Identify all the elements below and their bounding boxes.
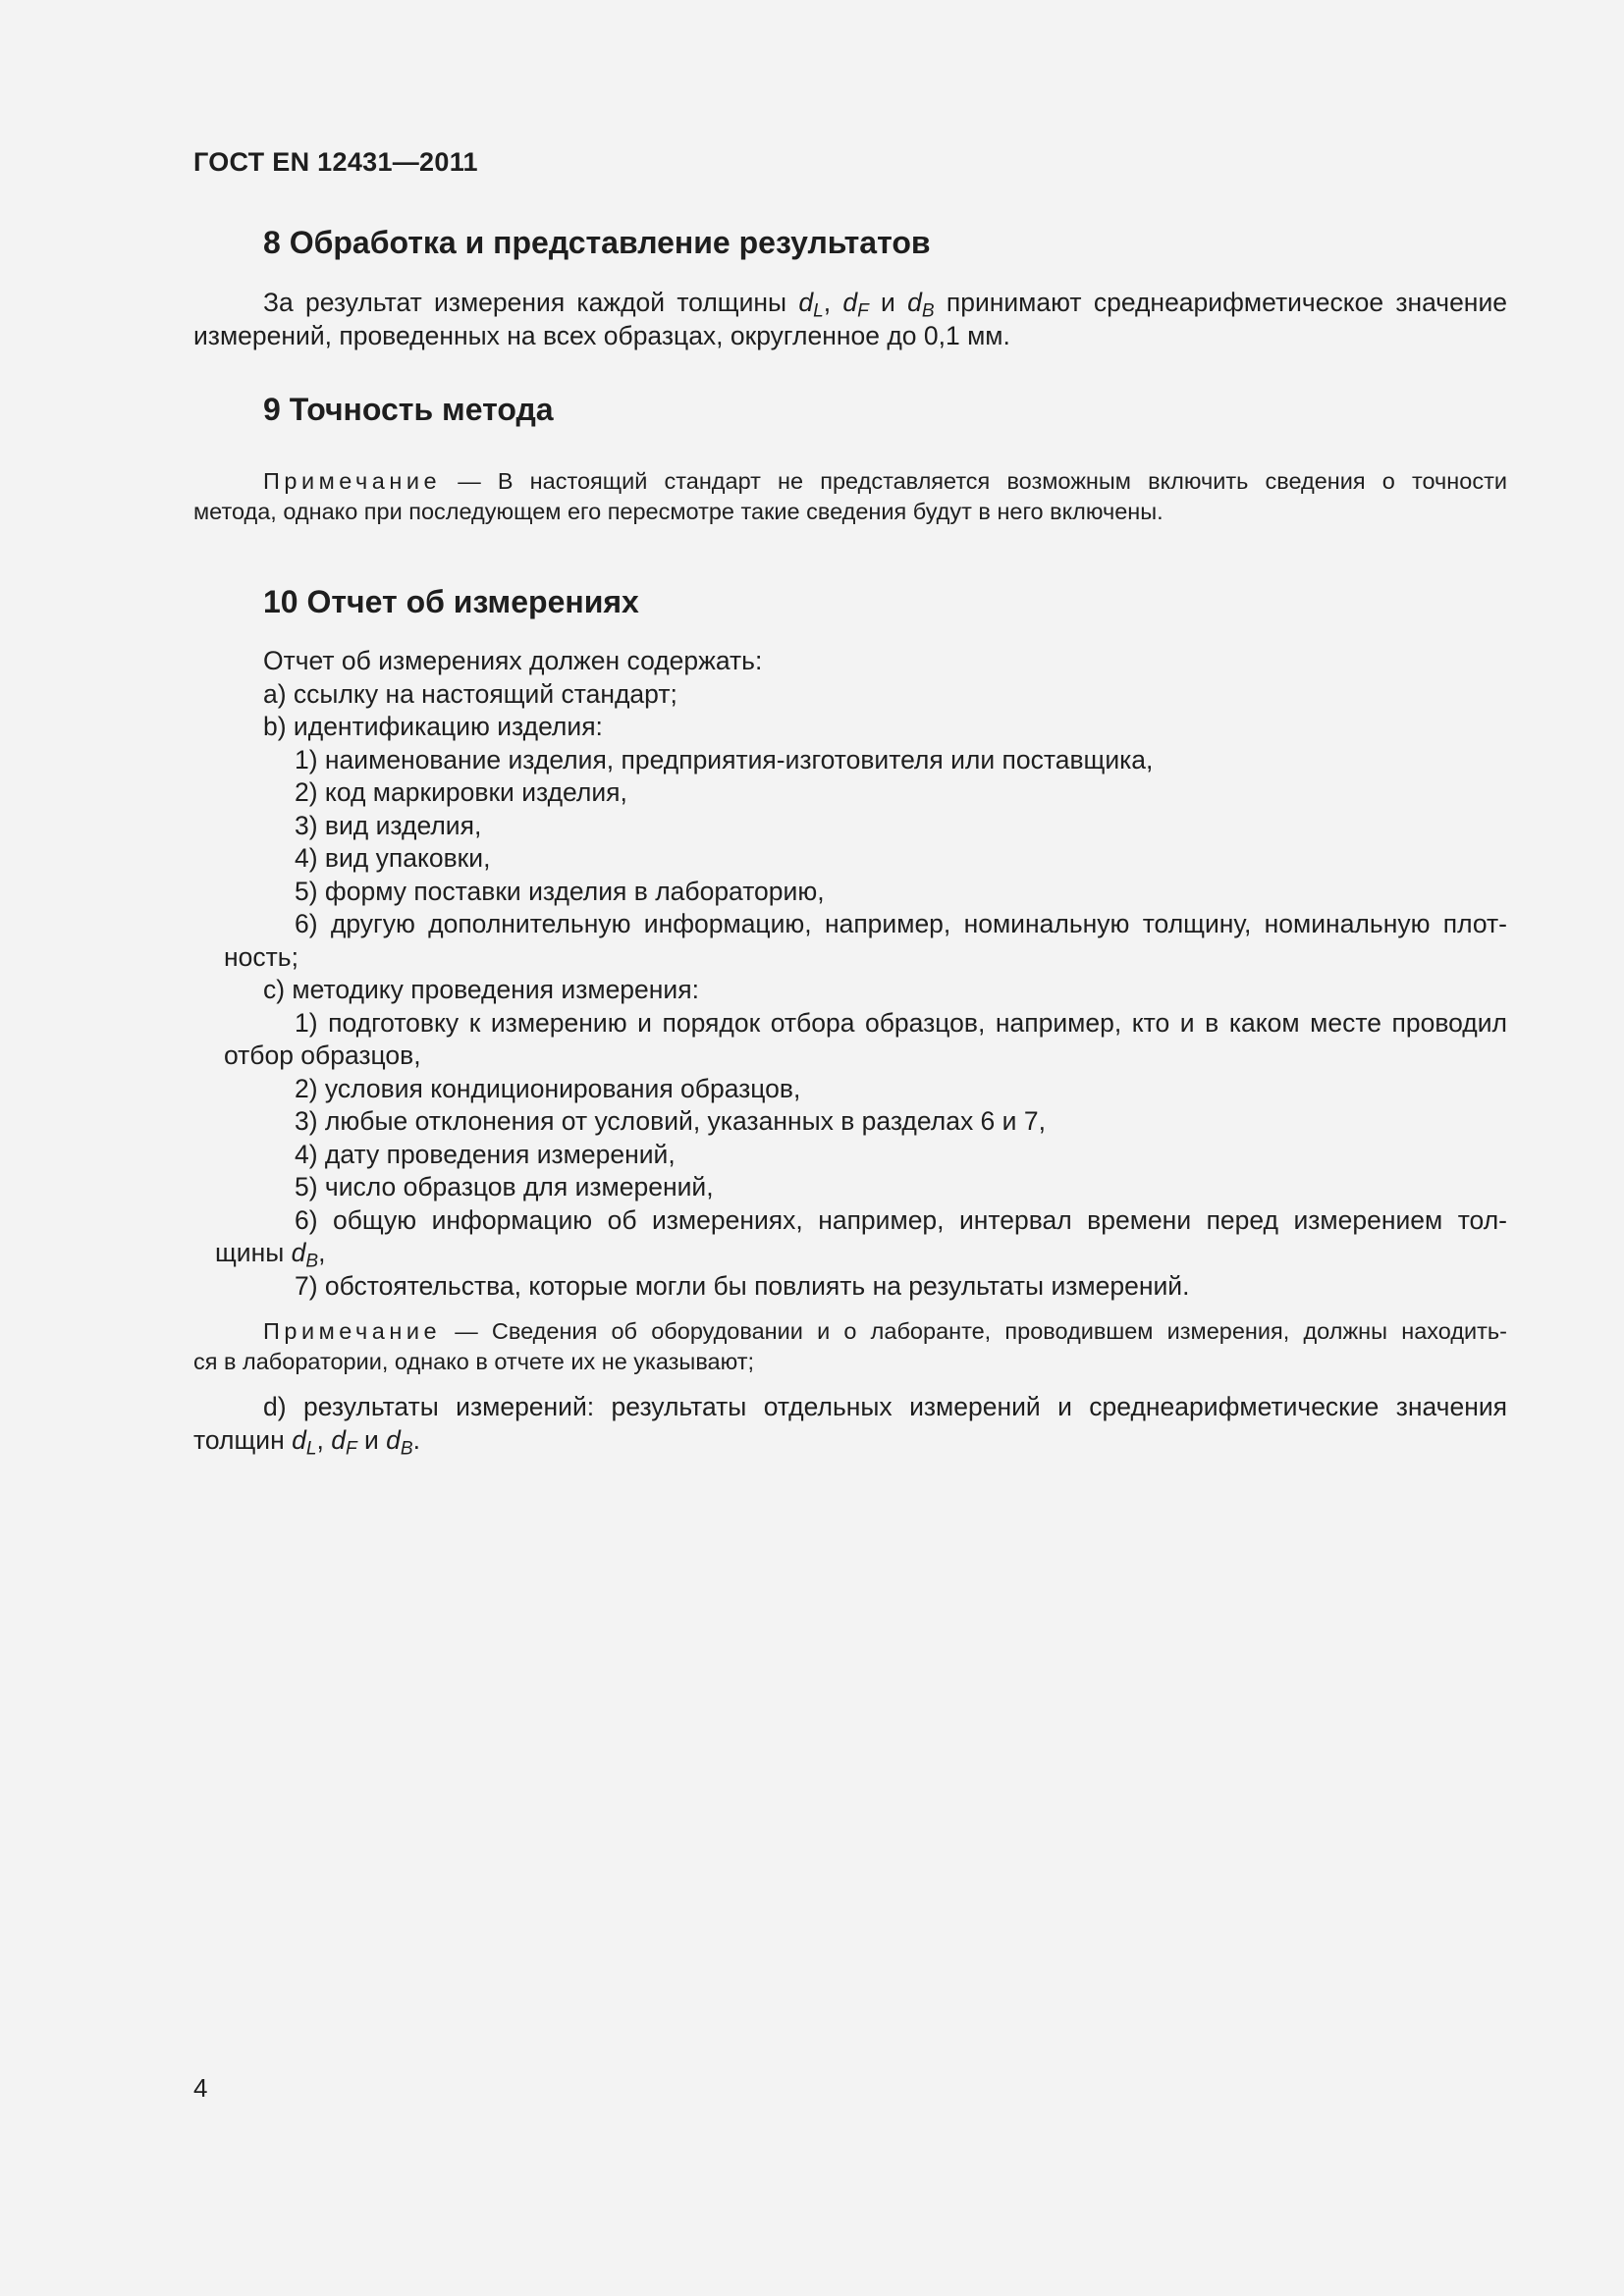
list-item-c: c) методику проведения измерения:: [263, 975, 699, 1004]
list-item-b6-line2: ность;: [224, 942, 298, 972]
list-item-c1-line1: 1) подготовку к измерению и порядок отбора образцов, например, кто и в каком месте проводил: [295, 1008, 1507, 1038]
list-item-c4: 4) дату проведения измерений,: [295, 1140, 676, 1169]
section-10-heading: 10 Отчет об измерениях: [263, 584, 639, 619]
section-8-paragraph-line1: За результат измерения каждой толщины $d_L$, $d_F$ и $d_B$ принимают среднеарифметическое значение: [263, 288, 1507, 322]
list-item-b6-line1: 6) другую дополнительную информацию, например, номинальную толщину, номинальную плот-: [295, 909, 1507, 938]
page-number: 4: [193, 2073, 208, 2103]
document-id: ГОСТ EN 12431—2011: [193, 147, 478, 177]
list-item-c7: 7) обстоятельства, которые могли бы повлиять на результаты измерений.: [295, 1271, 1190, 1301]
var-dL: $d_L$,: [292, 1425, 324, 1460]
section-9-note-line1: Примечание — В настоящий стандарт не представляется возможным включить сведения о точности: [263, 468, 1507, 494]
section-8-heading: 8 Обработка и представление результатов: [263, 225, 931, 260]
list-intro: Отчет об измерениях должен содержать:: [263, 646, 763, 675]
list-item-d-line2: толщин $d_L$, $d_F$ и $d_B$.: [193, 1425, 421, 1460]
list-item-b5: 5) форму поставки изделия в лабораторию,: [295, 877, 825, 906]
var-dF: $d_F$: [331, 1425, 357, 1460]
list-item-b2: 2) код маркировки изделия,: [295, 777, 627, 807]
note-label: Примечание: [263, 468, 442, 494]
section-10-note-line1: Примечание — Сведения об оборудовании и о лаборанте, проводившем измерения, должны находить-: [263, 1318, 1507, 1344]
list-item-c3: 3) любые отклонения от условий, указанных в разделах 6 и 7,: [295, 1106, 1046, 1136]
section-9-note-line2: метода, однако при последующем его пересмотре такие сведения будут в него включены.: [193, 499, 1164, 524]
section-8-paragraph-line2: измерений, проведенных на всех образцах, округленное до 0,1 мм.: [193, 321, 1010, 350]
var-dB: $d_B$: [907, 288, 935, 322]
list-item-b1: 1) наименование изделия, предприятия-изготовителя или поставщика,: [295, 745, 1154, 774]
list-item-c6-line1: 6) общую информацию об измерениях, например, интервал времени перед измерением тол-: [295, 1205, 1507, 1235]
var-dF: $d_F$: [842, 288, 869, 322]
list-item-b: b) идентификацию изделия:: [263, 712, 603, 741]
list-item-c2: 2) условия кондиционирования образцов,: [295, 1074, 801, 1103]
list-item-d-line1: d) результаты измерений: результаты отдельных измерений и среднеарифметические значения: [263, 1392, 1507, 1421]
list-item-c6-line2: щины $d_B$,: [215, 1238, 326, 1272]
section-9-heading: 9 Точность метода: [263, 392, 554, 427]
list-item-b3: 3) вид изделия,: [295, 811, 482, 840]
list-item-c1-line2: отбор образцов,: [224, 1041, 421, 1070]
var-dL: $d_L$,: [798, 288, 832, 322]
var-dB: $d_B$,: [291, 1238, 326, 1272]
list-item-c5: 5) число образцов для измерений,: [295, 1172, 714, 1201]
list-item-a: a) ссылку на настоящий стандарт;: [263, 679, 677, 709]
section-10-note-line2: ся в лаборатории, однако в отчете их не указывают;: [193, 1349, 755, 1374]
var-dB: $d_B$.: [386, 1425, 421, 1460]
list-item-b4: 4) вид упаковки,: [295, 843, 491, 873]
note-label: Примечание: [263, 1318, 442, 1344]
